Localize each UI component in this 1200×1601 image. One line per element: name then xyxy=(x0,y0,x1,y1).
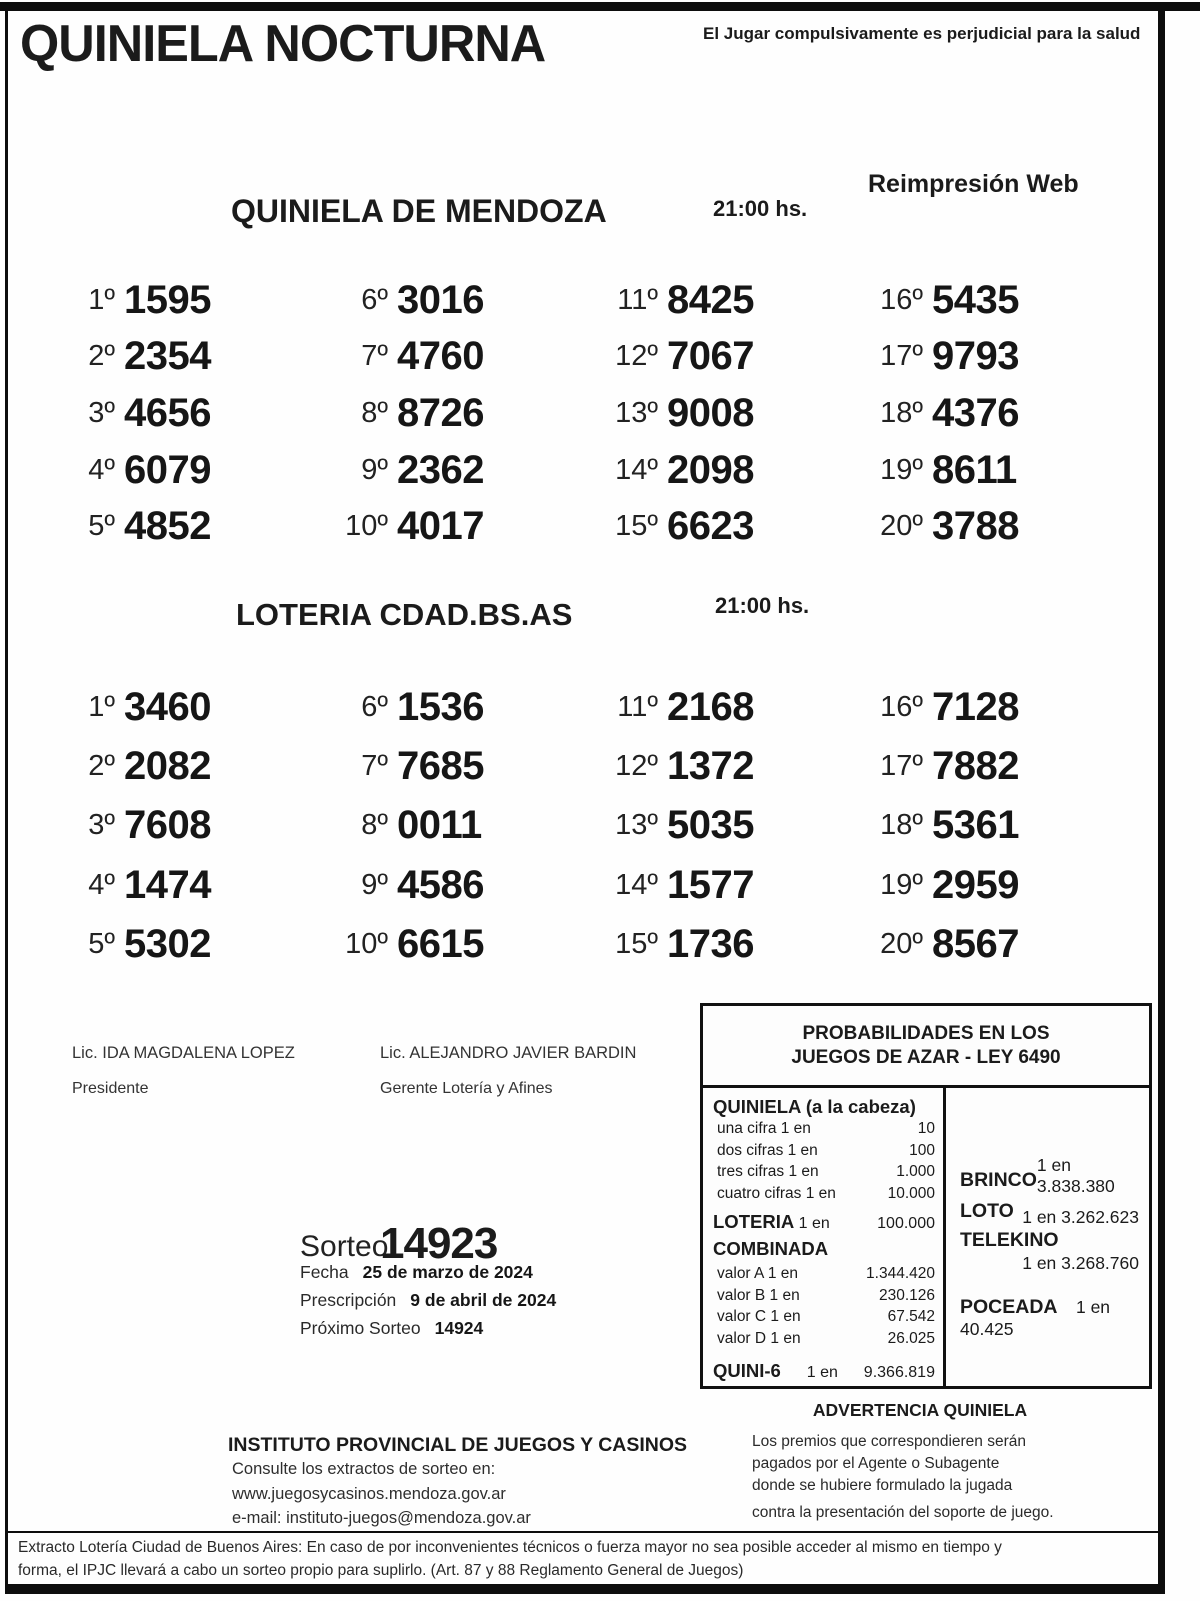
probability-label: valor B 1 en xyxy=(717,1286,800,1304)
probability-row xyxy=(713,1118,935,1140)
result-cell xyxy=(863,856,1133,915)
probabilities-right-column xyxy=(946,1088,1149,1389)
result-position: 11º xyxy=(617,691,658,724)
result-position: 19º xyxy=(880,453,923,486)
probability-label: valor A 1 en xyxy=(717,1265,799,1282)
quini6-value: 9.366.819 xyxy=(863,1364,935,1381)
result-cell xyxy=(328,737,598,796)
result-position: 5º xyxy=(88,510,115,543)
result-number: 7608 xyxy=(124,803,211,848)
loteria-mid: 1 en xyxy=(798,1215,830,1232)
probability-value: 1.344.420 xyxy=(866,1265,935,1282)
footer-separator-line xyxy=(8,1531,1158,1533)
probability-label: valor C 1 en xyxy=(717,1308,801,1325)
quini6-mid: 1 en xyxy=(806,1364,838,1381)
result-number: 4760 xyxy=(397,334,484,379)
result-number: 8425 xyxy=(667,277,754,322)
footer-line-1: Extracto Lotería Ciudad de Buenos Aires: En caso de por inconvenientes técnicos o fuerza mayor no sea posible acceder al mismo en tiempo y xyxy=(18,1539,1002,1556)
probability-value: 26.025 xyxy=(887,1329,935,1347)
proximo-value: 14924 xyxy=(434,1318,484,1338)
result-number: 3460 xyxy=(124,685,211,730)
result-position: 19º xyxy=(880,868,923,901)
result-cell xyxy=(55,678,328,737)
result-number: 2168 xyxy=(667,685,754,730)
fecha-value: 25 de marzo de 2024 xyxy=(362,1262,533,1282)
result-cell xyxy=(55,272,328,329)
result-number: 8611 xyxy=(932,447,1017,492)
result-cell xyxy=(55,385,328,442)
probability-row xyxy=(713,1263,935,1285)
result-position: 1º xyxy=(88,283,115,316)
result-number: 2362 xyxy=(397,447,484,492)
result-cell xyxy=(55,737,328,796)
result-cell xyxy=(328,498,598,555)
result-position: 15º xyxy=(615,510,658,543)
result-position: 18º xyxy=(880,809,923,842)
result-number: 3016 xyxy=(397,277,484,322)
institute-consult-line: Consulte los extractos de sorteo en: xyxy=(232,1460,496,1478)
probabilities-title-line2: JUEGOS DE AZAR - LEY 6490 xyxy=(791,1047,1061,1068)
result-cell xyxy=(863,498,1133,555)
brinco-value: 1 en 3.838.380 xyxy=(1036,1155,1115,1196)
result-cell xyxy=(863,678,1133,737)
result-position: 10º xyxy=(345,510,388,543)
result-cell xyxy=(328,329,598,386)
result-position: 18º xyxy=(880,396,923,429)
poceada-value: 1 en 40.425 xyxy=(960,1297,1111,1339)
result-position: 14º xyxy=(615,868,658,901)
result-number: 5435 xyxy=(932,277,1019,322)
result-number: 4852 xyxy=(124,504,211,549)
result-cell xyxy=(863,442,1133,499)
result-position: 3º xyxy=(88,809,115,842)
signature-manager-name: Lic. ALEJANDRO JAVIER BARDIN xyxy=(380,1044,637,1062)
probability-label: cuatro cifras 1 en xyxy=(717,1184,836,1202)
result-number: 9008 xyxy=(667,390,754,435)
result-cell xyxy=(55,329,328,386)
result-number: 5035 xyxy=(667,803,754,848)
result-cell xyxy=(598,737,863,796)
result-number: 1372 xyxy=(667,744,754,789)
result-position: 16º xyxy=(880,691,923,724)
result-number: 6615 xyxy=(397,921,484,966)
result-position: 10º xyxy=(345,927,388,960)
result-position: 4º xyxy=(88,868,115,901)
probabilities-header xyxy=(703,1006,1149,1088)
result-number: 4017 xyxy=(397,504,484,549)
telekino-label: TELEKINO xyxy=(960,1229,1059,1251)
result-number: 3788 xyxy=(932,504,1019,549)
prescripcion-value: 9 de abril de 2024 xyxy=(410,1290,557,1310)
health-warning: El Jugar compulsivamente es perjudicial para la salud xyxy=(703,24,1141,43)
probability-label: dos cifras 1 en xyxy=(717,1141,818,1159)
telekino-value: 1 en 3.268.760 xyxy=(1022,1253,1139,1273)
probability-row xyxy=(713,1183,935,1205)
quiniela-probability-rows xyxy=(713,1118,935,1204)
mendoza-time: 21:00 hs. xyxy=(713,196,808,221)
result-cell xyxy=(863,385,1133,442)
signature-president-role: Presidente xyxy=(72,1080,149,1097)
result-position: 13º xyxy=(615,396,658,429)
probability-value: 10.000 xyxy=(887,1184,935,1202)
result-cell xyxy=(328,442,598,499)
result-cell xyxy=(863,272,1133,329)
footer-line-2: forma, el IPJC llevará a cabo un sorteo propio para suplirlo. (Art. 87 y 88 Reglamento General de Juegos) xyxy=(18,1562,744,1579)
mendoza-heading: QUINIELA DE MENDOZA xyxy=(231,193,607,229)
result-position: 16º xyxy=(880,283,923,316)
quini6-label: QUINI-6 xyxy=(713,1360,781,1381)
fecha-label: Fecha xyxy=(300,1262,349,1282)
result-position: 14º xyxy=(615,453,658,486)
advertencia-line-3: donde se hubiere formulado la jugada xyxy=(752,1477,1013,1494)
result-number: 5302 xyxy=(124,921,211,966)
probability-label: una cifra 1 en xyxy=(717,1120,811,1137)
result-position: 17º xyxy=(880,340,923,373)
result-position: 9º xyxy=(361,453,388,486)
sorteo-number: 14923 xyxy=(380,1219,498,1268)
result-cell xyxy=(55,442,328,499)
result-position: 2º xyxy=(88,750,115,783)
draw-prescription-line xyxy=(300,1290,556,1311)
result-cell xyxy=(598,796,863,855)
result-cell xyxy=(863,737,1133,796)
probability-value: 1.000 xyxy=(896,1163,935,1180)
result-position: 8º xyxy=(361,396,388,429)
bsas-results-grid xyxy=(55,678,1140,974)
quiniela-section-header: QUINIELA (a la cabeza) xyxy=(713,1096,916,1117)
result-cell xyxy=(598,856,863,915)
telekino-probability xyxy=(960,1229,1139,1274)
result-position: 6º xyxy=(361,691,388,724)
probabilities-title-line1: PROBABILIDADES EN LOS xyxy=(802,1023,1050,1044)
result-position: 11º xyxy=(617,283,658,316)
reprint-web-label: Reimpresión Web xyxy=(868,170,1079,198)
result-position: 8º xyxy=(361,809,388,842)
quini6-probability-row xyxy=(713,1360,935,1382)
result-position: 12º xyxy=(615,340,658,373)
bsas-heading: LOTERIA CDAD.BS.AS xyxy=(236,597,573,632)
institute-website: www.juegosycasinos.mendoza.gov.ar xyxy=(232,1485,506,1503)
result-number: 8567 xyxy=(932,921,1019,966)
result-cell xyxy=(55,856,328,915)
result-cell xyxy=(55,498,328,555)
combinada-probability-rows xyxy=(713,1263,935,1349)
signature-manager-role: Gerente Lotería y Afines xyxy=(380,1080,553,1097)
probability-value: 230.126 xyxy=(878,1286,935,1304)
result-cell xyxy=(328,796,598,855)
result-number: 2354 xyxy=(124,334,211,379)
result-cell xyxy=(328,385,598,442)
result-number: 1577 xyxy=(667,862,754,907)
probability-label: valor D 1 en xyxy=(717,1329,801,1347)
signature-president-name: Lic. IDA MAGDALENA LOPEZ xyxy=(72,1044,295,1062)
result-position: 4º xyxy=(88,453,115,486)
proximo-label: Próximo Sorteo xyxy=(300,1318,421,1338)
result-number: 1474 xyxy=(124,862,211,907)
institute-email: e-mail: instituto-juegos@mendoza.gov.ar xyxy=(232,1509,531,1527)
result-number: 4376 xyxy=(932,390,1019,435)
loteria-value: 100.000 xyxy=(877,1215,935,1232)
page-border-right xyxy=(1158,2,1165,1594)
result-position: 9º xyxy=(361,868,388,901)
result-number: 5361 xyxy=(932,803,1019,848)
result-number: 8726 xyxy=(397,390,484,435)
result-number: 4656 xyxy=(124,390,211,435)
result-number: 1595 xyxy=(124,277,211,322)
probabilities-box xyxy=(700,1003,1152,1389)
result-number: 2959 xyxy=(932,862,1019,907)
result-number: 7685 xyxy=(397,744,484,789)
result-number: 2082 xyxy=(124,744,211,789)
draw-next-line xyxy=(300,1318,483,1339)
result-cell xyxy=(55,796,328,855)
probability-row xyxy=(713,1285,935,1307)
poceada-probability xyxy=(960,1296,1139,1340)
result-cell xyxy=(863,915,1133,974)
result-cell xyxy=(598,678,863,737)
result-position: 20º xyxy=(880,927,923,960)
result-cell xyxy=(863,796,1133,855)
result-position: 1º xyxy=(88,691,115,724)
result-number: 7882 xyxy=(932,744,1019,789)
mendoza-results-grid xyxy=(55,272,1140,555)
loto-value: 1 en 3.262.623 xyxy=(1022,1207,1139,1227)
advertencia-line-4: contra la presentación del soporte de juego. xyxy=(752,1504,1054,1521)
page-border-left xyxy=(5,2,8,1594)
result-number: 1536 xyxy=(397,685,484,730)
result-position: 17º xyxy=(880,750,923,783)
advertencia-title: ADVERTENCIA QUINIELA xyxy=(812,1400,1028,1420)
result-position: 2º xyxy=(88,340,115,373)
result-cell xyxy=(598,385,863,442)
brinco-probability xyxy=(960,1150,1139,1196)
probability-value: 10 xyxy=(917,1120,935,1137)
result-cell xyxy=(598,442,863,499)
result-position: 5º xyxy=(88,927,115,960)
probability-row xyxy=(713,1328,935,1350)
page-title: QUINIELA NOCTURNA xyxy=(20,15,546,73)
result-number: 7067 xyxy=(667,334,754,379)
bsas-time: 21:00 hs. xyxy=(715,593,810,618)
result-cell xyxy=(598,915,863,974)
loto-label: LOTO xyxy=(960,1200,1014,1222)
result-number: 6079 xyxy=(124,447,211,492)
result-position: 7º xyxy=(361,340,388,373)
result-cell xyxy=(328,678,598,737)
loto-probability xyxy=(960,1200,1139,1227)
result-number: 1736 xyxy=(667,921,754,966)
result-position: 6º xyxy=(361,283,388,316)
advertencia-line-2: pagados por el Agente o Subagente xyxy=(752,1455,1000,1472)
probability-label: tres cifras 1 en xyxy=(717,1163,819,1180)
result-number: 6623 xyxy=(667,504,754,549)
result-number: 9793 xyxy=(932,334,1019,379)
sorteo-label: Sorteo xyxy=(300,1230,389,1263)
advertencia-block xyxy=(752,1400,1088,1524)
institute-name: INSTITUTO PROVINCIAL DE JUEGOS Y CASINOS xyxy=(228,1434,688,1456)
page-border-top xyxy=(0,2,1200,11)
result-cell xyxy=(328,272,598,329)
loteria-label: LOTERIA xyxy=(713,1211,795,1232)
result-position: 3º xyxy=(88,396,115,429)
probability-value: 67.542 xyxy=(887,1308,935,1325)
result-position: 20º xyxy=(880,510,923,543)
result-cell xyxy=(863,329,1133,386)
probability-row xyxy=(713,1161,935,1183)
probability-row xyxy=(713,1306,935,1328)
result-number: 0011 xyxy=(397,803,482,848)
result-number: 2098 xyxy=(667,447,754,492)
page-border-bottom xyxy=(5,1584,1165,1594)
result-number: 4586 xyxy=(397,862,484,907)
result-position: 15º xyxy=(615,927,658,960)
loteria-probability-row xyxy=(713,1211,935,1233)
result-position: 7º xyxy=(361,750,388,783)
probability-value: 100 xyxy=(909,1141,935,1159)
prescripcion-label: Prescripción xyxy=(300,1290,397,1310)
result-number: 7128 xyxy=(932,685,1019,730)
probability-row xyxy=(713,1140,935,1162)
result-cell xyxy=(328,856,598,915)
result-cell xyxy=(55,915,328,974)
result-cell xyxy=(598,329,863,386)
draw-date-line xyxy=(300,1262,533,1283)
result-cell xyxy=(328,915,598,974)
poceada-label: POCEADA xyxy=(960,1296,1058,1318)
combinada-section-header: COMBINADA xyxy=(713,1238,829,1259)
result-cell xyxy=(598,498,863,555)
result-cell xyxy=(598,272,863,329)
brinco-label: BRINCO xyxy=(960,1169,1037,1191)
probabilities-left-column xyxy=(703,1088,946,1389)
advertencia-line-1: Los premios que correspondieren serán xyxy=(752,1433,1026,1450)
result-position: 12º xyxy=(615,750,658,783)
result-position: 13º xyxy=(615,809,658,842)
